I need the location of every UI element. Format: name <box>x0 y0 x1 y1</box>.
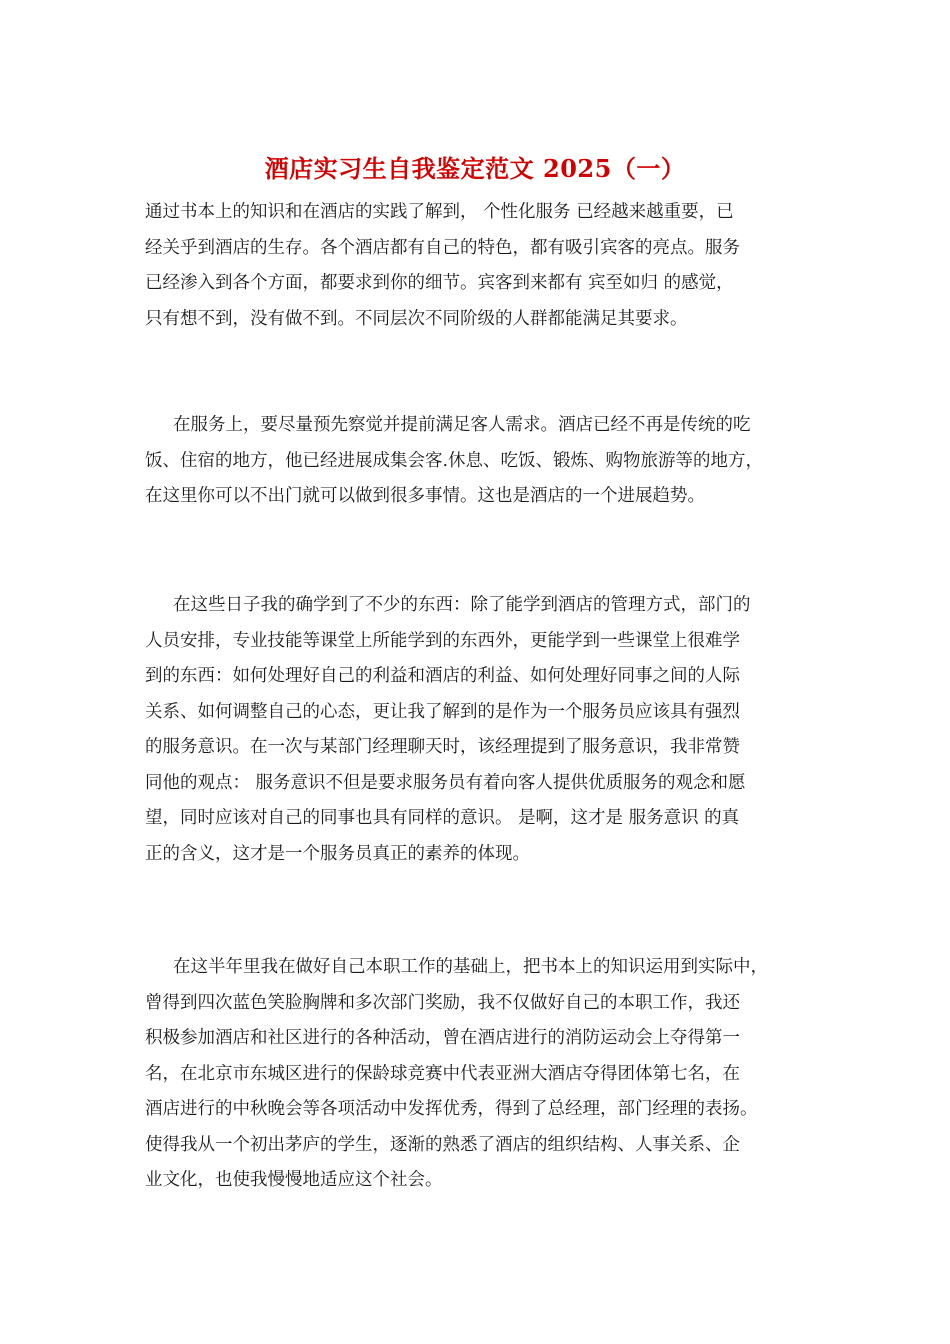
document-title: 酒店实习生自我鉴定范文 2025（一） <box>264 154 686 183</box>
paragraph-line: 酒店进行的中秋晚会等各项活动中发挥优秀，得到了总经理，部门经理的表扬。 <box>145 1099 758 1119</box>
paragraph-line: 名，在北京市东城区进行的保龄球竞赛中代表亚洲大酒店夺得团体第七名，在 <box>145 1063 740 1084</box>
paragraph-4 <box>145 950 815 1199</box>
paragraph-line: 在这半年里我在做好自己本职工作的基础上，把书本上的知识运用到实际中， <box>173 957 768 977</box>
paragraph-line: 积极参加酒店和社区进行的各种活动，曾在酒店进行的消防运动会上夺得第一 <box>145 1028 740 1048</box>
paragraph-line: 到的东西：如何处理好自己的利益和酒店的利益、如何处理好同事之间的人际 <box>145 666 740 686</box>
paragraph-line: 正的含义，这才是一个服务员真正的素养的体现。 <box>145 843 530 864</box>
paragraph-line: 在这些日子我的确学到了不少的东西：除了能学到酒店的管理方式，部门的 <box>173 595 751 615</box>
paragraph-line: 关系、如何调整自己的心态，更让我了解到的是作为一个服务员应该具有强烈 <box>145 701 740 722</box>
paragraph-line: 使得我从一个初出茅庐的学生，逐渐的熟悉了酒店的组织结构、人事关系、企 <box>145 1134 740 1155</box>
paragraph-line: 业文化，也使我慢慢地适应这个社会。 <box>145 1170 443 1190</box>
paragraph-line: 饭、住宿的地方，他已经进展成集会客.休息、吃饭、锻炼、购物旅游等的地方， <box>145 450 764 471</box>
paragraph-2 <box>145 408 815 515</box>
paragraph-line: 的服务意识。在一次与某部门经理聊天时，该经理提到了服务意识，我非常赞 <box>145 737 740 757</box>
paragraph-line: 望，同时应该对自己的同事也具有同样的意识。 是啊，这才是 服务意识 的真 <box>145 808 740 828</box>
paragraph-line: 经关乎到酒店的生存。各个酒店都有自己的特色，都有吸引宾客的亮点。服务 <box>145 237 740 258</box>
paragraph-line: 在这里你可以不出门就可以做到很多事情。这也是酒店的一个进展趋势。 <box>145 486 705 506</box>
paragraph-3 <box>145 588 815 872</box>
paragraph-line: 曾得到四次蓝色笑脸胸牌和多次部门奖励，我不仅做好自己的本职工作，我还 <box>145 992 740 1013</box>
paragraph-line: 通过书本上的知识和在酒店的实践了解到， 个性化服务 已经越来越重要，已 <box>145 202 734 222</box>
paragraph-line: 已经渗入到各个方面，都要求到你的细节。宾客到来都有 宾至如归 的感觉， <box>145 273 734 293</box>
paragraph-1 <box>145 195 815 337</box>
paragraph-line: 在服务上，要尽量预先察觉并提前满足客人需求。酒店已经不再是传统的吃 <box>173 415 751 435</box>
paragraph-line: 人员安排，专业技能等课堂上所能学到的东西外，更能学到一些课堂上很难学 <box>145 630 740 651</box>
paragraph-line: 只有想不到，没有做不到。不同层次不同阶级的人群都能满足其要求。 <box>145 308 688 329</box>
paragraph-line: 同他的观点： 服务意识不但是要求服务员有着向客人提供优质服务的观念和愿 <box>145 772 746 793</box>
